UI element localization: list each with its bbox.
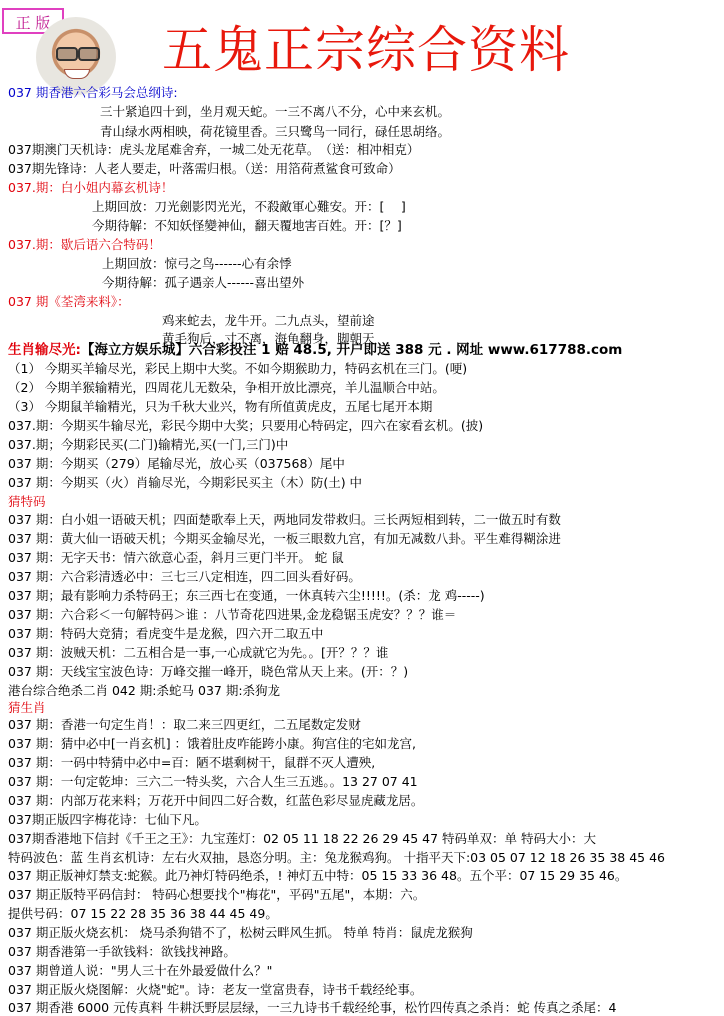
content-line: 今期待解：孤子遇亲人------喜出望外 — [102, 275, 305, 290]
content-line: 特码波色：蓝 生肖玄机诗：左右火双抽，恳恣分明。主：兔龙猴鸡狗。 十指平天下:03 05 07 12 18 26 35 38 45 46 — [8, 850, 665, 865]
glasses-right-icon — [78, 47, 100, 61]
genuine-stamp: 正 版 — [2, 8, 64, 34]
content-line: 037 期正版神灯禁支:蛇猴。此乃神灯特码绝杀，! 神灯五中特：05 15 33 36 48。五个平：07 15 29 35 46。 — [8, 868, 628, 883]
content-line: 037 期：特码大竞猜；看虎变牛是龙猴，四六开二取五中 — [8, 626, 324, 641]
content-line: 037 期正版火烧图解：火烧"蛇"。诗：老友一堂富贵春，诗书千载经纶事。 — [8, 982, 423, 997]
content-line: 037期香港地下信封《千王之王》：九宝莲灯：02 05 11 18 22 26 29 45 47 特码单双：单 特码大小：大 — [8, 831, 596, 846]
page-title: 五鬼正宗综合资料 — [162, 21, 570, 79]
content-line: （2） 今期羊猴输精光，四周花儿无数朵，争相开放比漂亮，羊儿温顺合中站。 — [8, 380, 445, 395]
content-line: 037期正版四字梅花诗：七仙下凡。 — [8, 812, 207, 827]
content-line: 037.期：歇后语六合特码！ — [8, 237, 161, 252]
content-line: 037 期曾道人说："男人三十在外最爱做什么？" — [8, 963, 273, 978]
content-line: 037 期：香港一句定生肖！：取二来三四更红，二五尾数定发财 — [8, 717, 361, 732]
content-line: 猜生肖 — [8, 700, 46, 715]
content-line: 猜特码 — [8, 494, 46, 509]
content-line: 037期澳门天机诗：虎头龙尾难舍弃，一城二处无花草。 （送：相冲相克） — [8, 142, 420, 157]
content-line: 037 期；最有影响力杀特码王；东三西七在变通，一休真转六尘!!!!!。(杀：龙 鸡-----) — [8, 588, 485, 603]
content-line: 037 期：无字天书：情六欲意心歪，斜月三更门半开。 蛇 鼠 — [8, 550, 344, 565]
content-line: 037.期：白小姐内幕玄机诗！ — [8, 180, 174, 195]
content-line: 037期先锋诗：人老人要走，叶落需归根。（送：用箔荷煮鲨食可致命） — [8, 161, 401, 176]
content-line: 037.期：今期买牛输尽光，彩民今期中大奖；只要用心特码定，四六在家看玄机。(披) — [8, 418, 484, 433]
content-line: 037.期；今期彩民买(二门)输精光,买(一门,三门)中 — [8, 437, 289, 452]
content-line: 037 期：黄大仙一语破天机；今期买金输尽光，一板三眼数九宫，有加无减数八卦。平生难得糊涂进 — [8, 531, 561, 546]
content-line: 今期待解：不知妖怪變神仙，翻天覆地害百姓。开：[？] — [92, 218, 402, 233]
content-line: 037 期香港六合彩马会总纲诗: — [8, 85, 178, 100]
content-line: 037 期：白小姐一语破天机；四面楚歌奉上天，两地同发带救归。三长两短相到转，二一做五时有数 — [8, 512, 561, 527]
content-line: 037 期：天线宝宝波色诗：万峰交摧一峰开，晓色常从天上来。(开：？) — [8, 664, 409, 679]
content-line: 港台综合绝杀二肖 042 期:杀蛇马 037 期:杀狗龙 — [8, 683, 281, 698]
content-line: 青山绿水两相映，荷花镜里香。三只鹭鸟一同行，碌任思胡络。 — [100, 124, 451, 139]
content-line: （1） 今期买羊输尽光，彩民上期中大奖。不如今期猴助力，特码玄机在三门。(哽) — [8, 361, 468, 376]
content-line: 037 期：今期买（279）尾输尽光，放心买（037568）尾中 — [8, 456, 345, 471]
content-line: 鸡来蛇去，龙牛开。二九点头，望前途 — [162, 313, 375, 328]
glasses-left-icon — [56, 47, 78, 61]
content-line: 上期回放：刀光劍影閃光光，不殺敵軍心難安。开：[ ] — [92, 199, 406, 214]
content-line: 037 期正版特平码信封： 特码心想要找个"梅花"，平码"五尾"，本期：六。 — [8, 887, 426, 902]
content-line: 037 期：六合彩清透必中：三七三八定相连，四二回头看好码。 — [8, 569, 361, 584]
content-line: 上期回放：惊弓之鸟------心有余悸 — [102, 256, 292, 271]
mouth-icon — [64, 69, 90, 79]
content-line: 提供号码：07 15 22 28 35 36 38 44 45 49。 — [8, 906, 278, 921]
content-line: 037 期：一码中特猜中必中=百：陋不堪剩树干，鼠群不灭人遭殃, — [8, 755, 376, 770]
content-line: 037 期：猜中必中[一肖玄机] ：饿着肚皮咋能跨小康。狗宫住的宅如龙宫, — [8, 736, 417, 751]
content-line: 037 期：今期买（火）肖输尽光，今期彩民买主（木）防(土) 中 — [8, 475, 363, 490]
content-line: 三十紧追四十到，坐月观天蛇。一三不离八不分，心中来玄机。 — [100, 104, 451, 119]
content-line: 037 期《荃湾来料》： — [8, 294, 130, 309]
content-line: 037 期：一句定乾坤：三六二一特头奖，六合人生三五逃。。13 27 07 41 — [8, 774, 418, 789]
advert-label: 生肖输尽光: — [8, 342, 81, 358]
content-line: 037 期香港 6000 元传真料 牛耕沃野层层绿，一三九诗书千载经纶事，松竹四传真之杀肖：蛇 传真之杀尾：4 — [8, 1000, 617, 1015]
advert-line — [8, 342, 622, 359]
content-line: 037 期：六合彩＜一句解特码＞谁 ：八节奇花四进果,金龙稳锯玉虎安？？？谁＝ — [8, 607, 457, 622]
content-line: 037 期：内部万花来料；万花开中间四二好合数，红蓝色彩尽显虎藏龙居。 — [8, 793, 424, 808]
advert-text: 【海立方娱乐城】六合彩投注 1 赔 48.5, 开户即送 388 元 . 网址 www.617788.com — [80, 342, 623, 358]
content-line: 037 期：波贼天机：二五相合是一事,一心成就它为先。。[开？？？谁 — [8, 645, 389, 660]
content-line: 037 期香港第一手欲钱料：欲钱找神路。 — [8, 944, 236, 959]
content-line: （3） 今期鼠羊输精光，只为千秋大业兴，物有所值黄虎皮，五尾七尾开本期 — [8, 399, 433, 414]
content-line: 037 期正版火烧玄机： 烧马杀狗错不了，松树云畔风生抓。 特单 特肖：鼠虎龙猴狗 — [8, 925, 473, 940]
content-line: 黄毛狗后，寸不离，海龟翻身，脚朝天 — [162, 331, 375, 346]
